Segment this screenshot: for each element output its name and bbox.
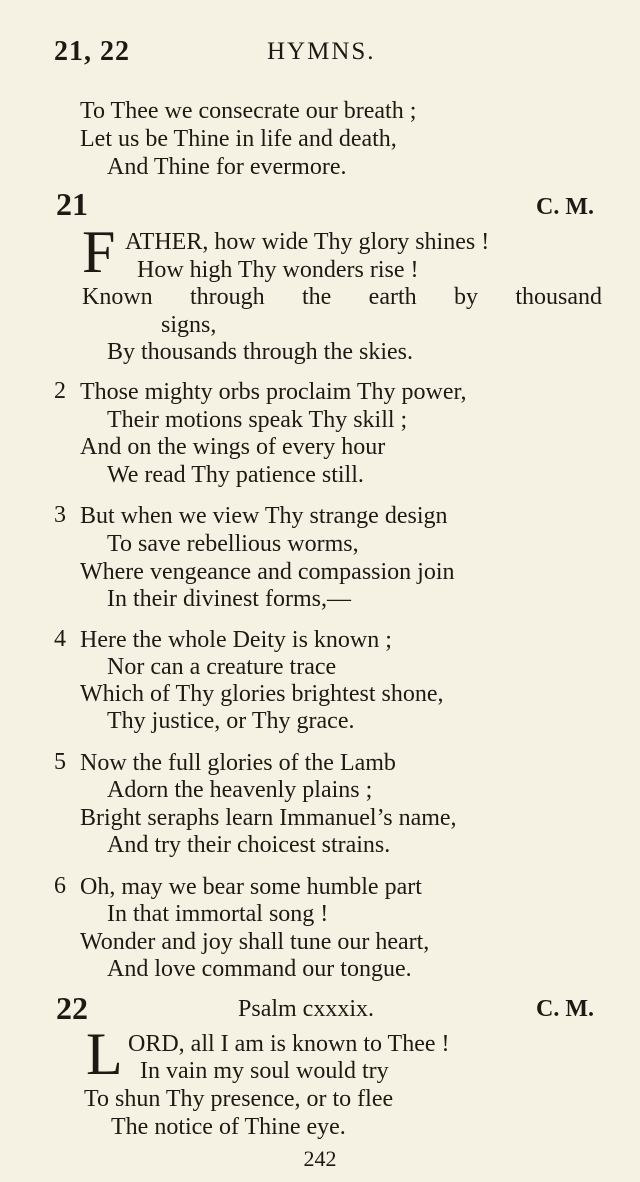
verse-5-line-1: Now the full glories of the Lamb (80, 750, 396, 776)
verse-2-line-4: We read Thy patience still. (107, 462, 364, 488)
hymn-22-line-2: In vain my soul would try (140, 1058, 389, 1084)
verse-6-line-1: Oh, may we bear some humble part (80, 874, 422, 900)
hymn-22-line-4: The notice of Thine eye. (111, 1114, 346, 1140)
verse-4-number: 4 (54, 626, 66, 652)
verse-3-line-3: Where vengeance and compassion join (80, 559, 455, 585)
hymn-21-meter: C. M. (536, 194, 594, 220)
verse-3-line-2: To save rebellious worms, (107, 531, 359, 557)
verse-4-line-3: Which of Thy glories brightest shone, (80, 681, 444, 707)
verse-2-line-1: Those mighty orbs proclaim Thy power, (80, 379, 467, 405)
hymn-22-psalm-reference: Psalm cxxxix. (238, 996, 374, 1022)
continuation-line-2: Let us be Thine in life and death, (80, 126, 397, 152)
page-header-title: HYMNS. (267, 38, 376, 65)
hymn-21-line-4: By thousands through the skies. (107, 339, 413, 365)
page-header-hymn-numbers: 21, 22 (54, 36, 130, 67)
verse-3-number: 3 (54, 502, 66, 528)
hymn-22-line-1: ORD, all I am is known to Thee ! (128, 1031, 450, 1057)
verse-2-line-3: And on the wings of every hour (80, 434, 386, 460)
verse-5-line-2: Adorn the heavenly plains ; (107, 777, 373, 803)
hymn-21-line-2: How high Thy wonders rise ! (137, 257, 419, 283)
verse-6-line-2: In that immortal song ! (107, 901, 329, 927)
verse-4-line-4: Thy justice, or Thy grace. (107, 708, 355, 734)
verse-3-line-4: In their divinest forms,— (107, 586, 351, 612)
verse-4-line-1: Here the whole Deity is known ; (80, 627, 392, 653)
verse-6-number: 6 (54, 873, 66, 899)
verse-5-line-4: And try their choicest strains. (107, 832, 391, 858)
hymn-21-line-3-cont: signs, (161, 312, 217, 338)
verse-4-line-2: Nor can a creature trace (107, 654, 337, 680)
verse-2-line-2: Their motions speak Thy skill ; (107, 407, 408, 433)
verse-6-line-4: And love command our tongue. (107, 956, 412, 982)
verse-5-number: 5 (54, 749, 66, 775)
verse-3-line-1: But when we view Thy strange design (80, 503, 448, 529)
hymn-21-line-1: ATHER, how wide Thy glory shines ! (125, 229, 490, 255)
continuation-line-3: And Thine for evermore. (107, 154, 347, 180)
hymn-22-number: 22 (56, 990, 88, 1026)
hymn-21-number: 21 (56, 186, 88, 222)
verse-6-line-3: Wonder and joy shall tune our heart, (80, 929, 430, 955)
verse-5-line-3: Bright seraphs learn Immanuel’s name, (80, 805, 457, 831)
page-number: 242 (303, 1146, 337, 1171)
hymn-22-line-3: To shun Thy presence, or to flee (84, 1086, 394, 1112)
hymn-22-dropcap: L (86, 1021, 123, 1087)
hymn-22-meter: C. M. (536, 996, 594, 1022)
hymn-21-line-3: Known through the earth by thousand (82, 284, 602, 310)
verse-2-number: 2 (54, 378, 66, 404)
hymn-21-dropcap: F (82, 219, 116, 285)
continuation-line-1: To Thee we consecrate our breath ; (80, 98, 417, 124)
